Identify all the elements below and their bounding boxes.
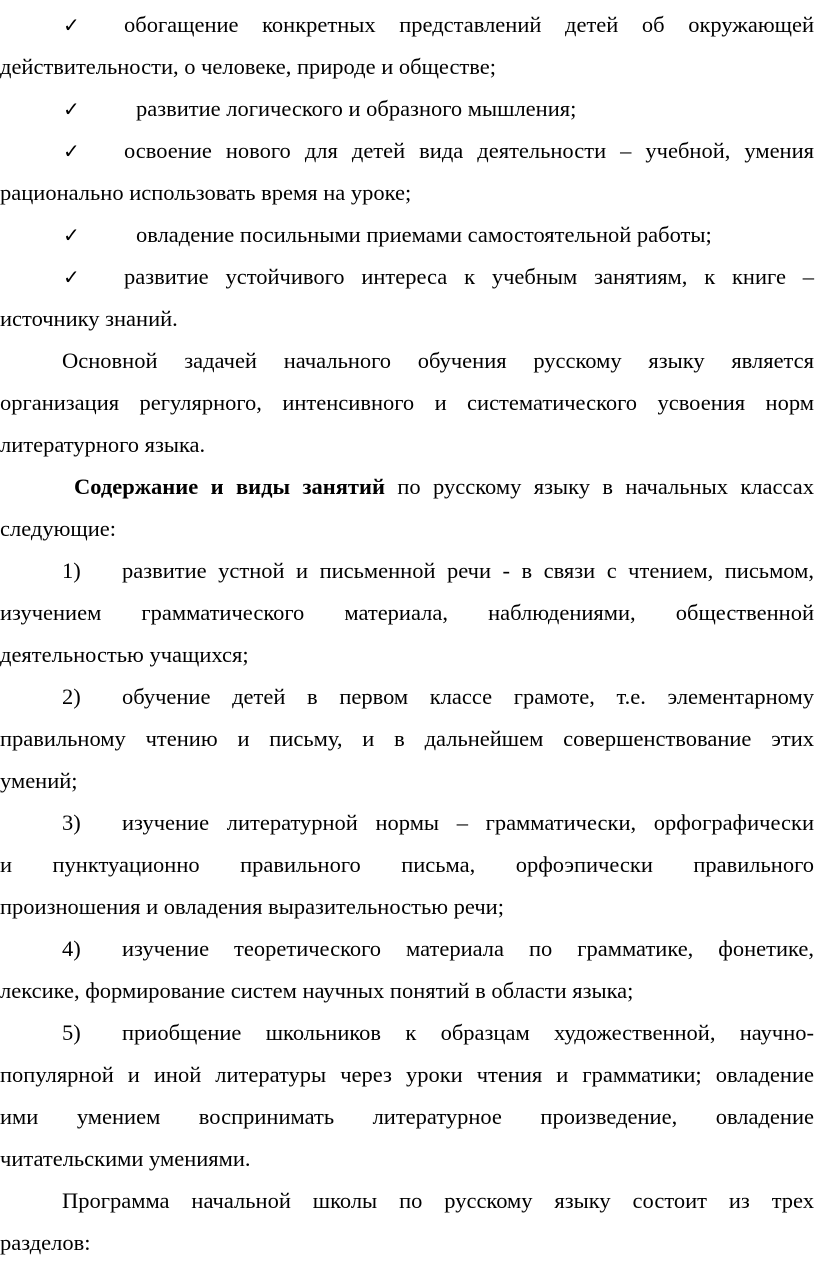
item-number: 1)	[62, 558, 81, 583]
item-number: 3)	[62, 810, 81, 835]
numbered-item: 2) обучение детей в первом классе грамоте, т.е. элементарному	[0, 676, 814, 718]
numbered-item-continuation: произношения и овладения выразительностью речи;	[0, 894, 504, 919]
bullet-item: ✓ освоение нового для детей вида деятельности – учебной, умения	[0, 130, 814, 172]
paragraph-program-line: Программа начальной школы по русскому языку состоит из трех	[62, 1188, 814, 1213]
bullet-item-continuation: действительности, о человеке, природе и обществе;	[0, 54, 496, 79]
bullet-item-continuation: рационально использовать время на уроке;	[0, 180, 412, 205]
checkmark-icon: ✓	[63, 97, 80, 121]
bullet-item-continuation: источнику знаний.	[0, 306, 178, 331]
content-intro-line: Содержание и виды занятий по русскому языку в начальных классах	[74, 474, 815, 499]
item-number: 4)	[62, 936, 81, 961]
checkmark-icon: ✓	[63, 223, 80, 247]
numbered-item-continuation: изучением грамматического материала, наблюдениями, общественной	[0, 600, 814, 625]
bullet-item: ✓ развитие логического и образного мышления;	[0, 88, 814, 130]
numbered-item-continuation: ими умением воспринимать литературное произведение, овладение	[0, 1104, 814, 1129]
numbered-item: 1) развитие устной и письменной речи - в связи с чтением, письмом,	[0, 550, 814, 592]
item-number: 2)	[62, 684, 81, 709]
checkmark-icon: ✓	[63, 139, 80, 163]
numbered-item-continuation: лексике, формирование систем научных понятий в области языка;	[0, 978, 634, 1003]
paragraph-main-line: литературного языка.	[0, 432, 206, 457]
numbered-item: 4) изучение теоретического материала по грамматике, фонетике,	[0, 928, 814, 970]
checkmark-icon: ✓	[63, 265, 80, 289]
content-intro-bold: Содержание и виды занятий	[74, 474, 385, 499]
numbered-item-continuation: правильному чтению и письму, и в дальнейшем совершенствование этих	[0, 726, 814, 751]
numbered-item-continuation: деятельностью учащихся;	[0, 642, 249, 667]
numbered-item-continuation: умений;	[0, 768, 78, 793]
numbered-item: 3) изучение литературной нормы – грамматически, орфографически	[0, 802, 814, 844]
numbered-item: 5) приобщение школьников к образцам художественной, научно-	[0, 1012, 814, 1054]
content-intro-line: следующие:	[0, 516, 117, 541]
paragraph-main-line: организация регулярного, интенсивного и систематического усвоения норм	[0, 390, 814, 415]
numbered-item-continuation: и пунктуационно правильного письма, орфоэпически правильного	[0, 852, 814, 877]
checkmark-icon: ✓	[63, 13, 80, 37]
bullet-item: ✓ овладение посильными приемами самостоятельной работы;	[0, 214, 814, 256]
paragraph-program-line: разделов:	[0, 1230, 91, 1255]
numbered-item-continuation: читательскими умениями.	[0, 1146, 251, 1171]
numbered-item-continuation: популярной и иной литературы через уроки чтения и грамматики; овладение	[0, 1062, 814, 1087]
item-number: 5)	[62, 1020, 81, 1045]
bullet-item: ✓ развитие устойчивого интереса к учебным занятиям, к книге –	[0, 256, 814, 298]
paragraph-main-line: Основной задачей начального обучения русскому языку является	[62, 348, 814, 373]
bullet-item: ✓ обогащение конкретных представлений детей об окружающей	[0, 4, 814, 46]
